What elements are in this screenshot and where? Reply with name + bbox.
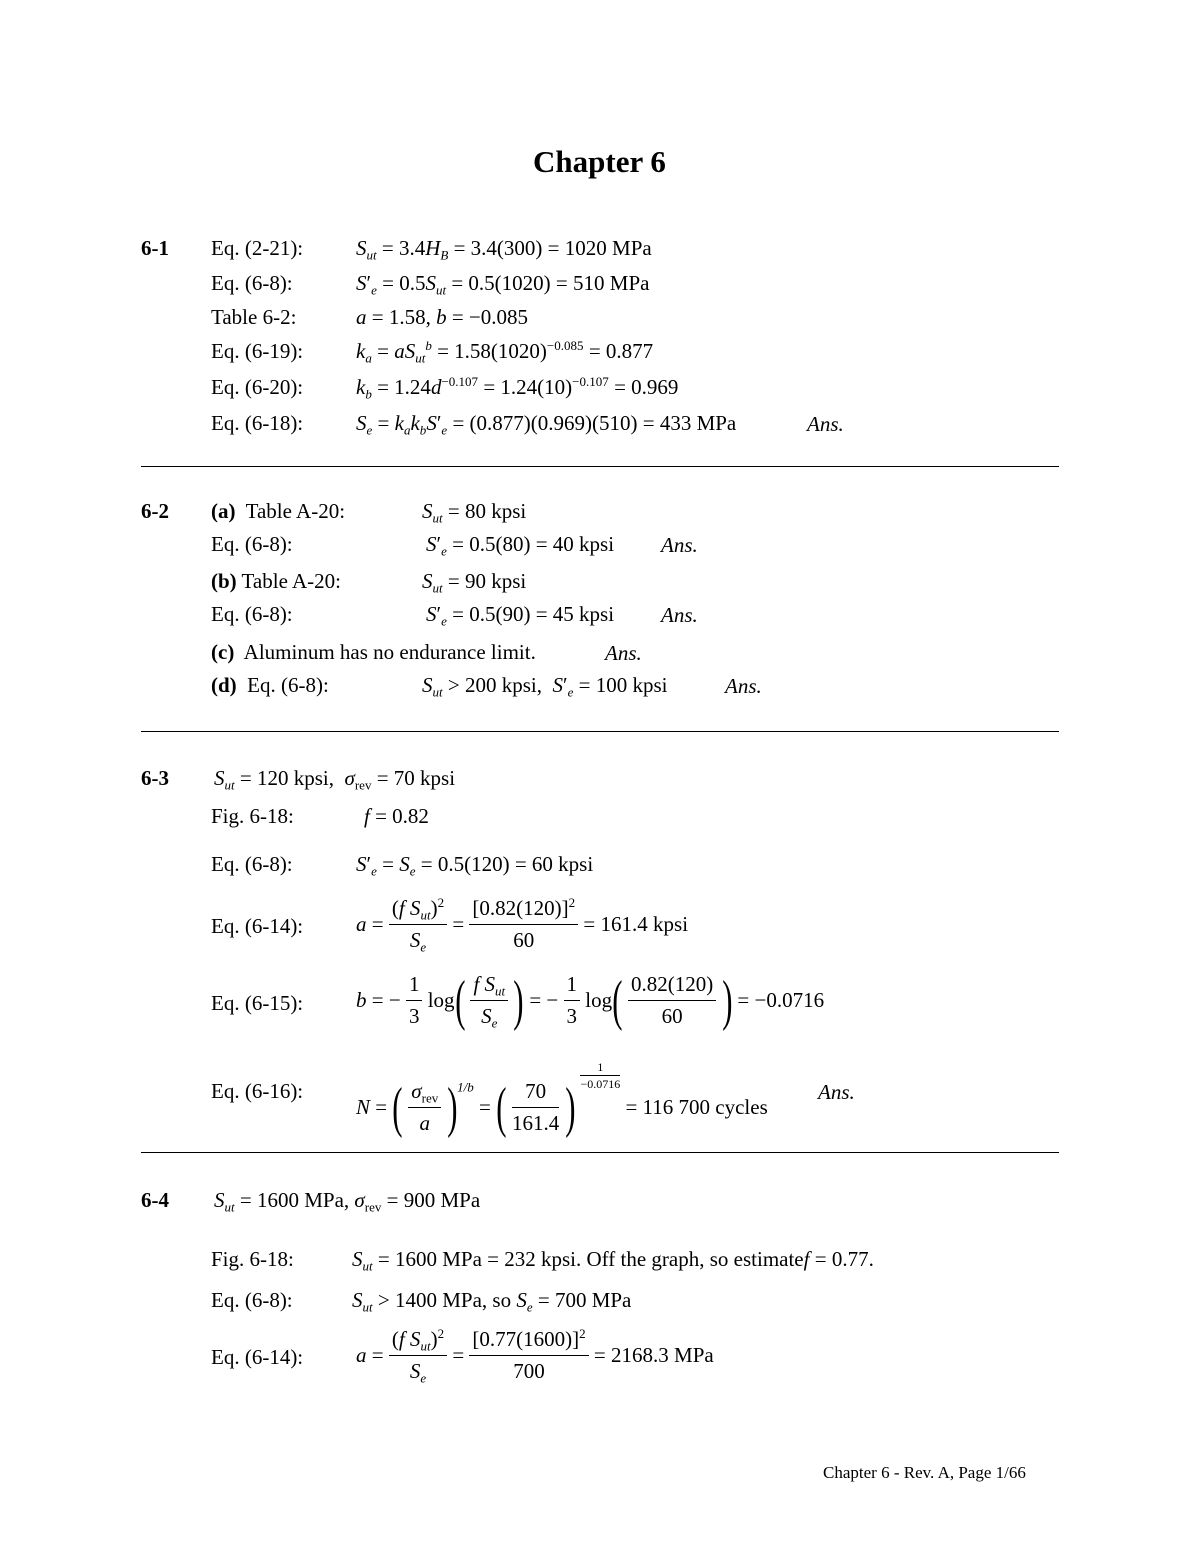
equation-ref: Eq. (6-18): <box>211 411 304 435</box>
equation-line: $k_a = aS_{ut}^b = 1.58(1020)^{-0.085} = 0.877$ <box>356 338 654 366</box>
part-b-line: (b) Table A-20: <box>211 569 341 593</box>
equation-line: $S'_e = 0.5(90) = 45$ kpsi <box>426 602 615 629</box>
equation-ref: Eq. (2-21): <box>211 236 304 260</box>
equation-fraction: a = $\frac{(f S_{ut})^2}{S_e}$ = $\frac{[0.82(120)]^2}{60}$ = 161.4 kpsi <box>356 895 689 955</box>
equation-ref: Eq. (6-20): <box>211 375 304 399</box>
problem-number: 6-1 <box>141 236 169 260</box>
answer-label: Ans. <box>605 641 642 665</box>
equation-line: $S'_e = 0.5S_{ut} = 0.5(1020) = 510$ MPa <box>356 271 650 298</box>
equation-line: f = 0.82 <box>364 804 429 828</box>
problem-number: 6-2 <box>141 499 169 523</box>
divider <box>141 731 1059 732</box>
equation-fraction: a = $\frac{(f S_{ut})^2}{S_e}$ = $\frac{[0.77(1600)]^2}{700}$ = 2168.3 MPa <box>356 1326 714 1386</box>
equation-line: $S'_e = S_e = 0.5(120) = 60$ kpsi <box>356 852 594 879</box>
page-title: Chapter 6 <box>533 144 666 179</box>
divider <box>141 1152 1059 1153</box>
equation-ref: Eq. (6-16): <box>211 1079 304 1103</box>
equation-ref: Eq. (6-19): <box>211 339 304 363</box>
equation-ref: Eq. (6-8): <box>211 852 293 876</box>
equation-line: $S'_e = 0.5(80) = 40$ kpsi <box>426 532 615 559</box>
equation-line: $S_{ut} = 90$ kpsi <box>422 569 527 596</box>
equation-ref: Fig. 6-18: <box>211 1247 294 1271</box>
equation-line: $S_{ut} = 3.4H_B = 3.4(300) = 1020$ MPa <box>356 236 652 263</box>
equation-line: $S_e = k_ak_bS'_e = (0.877)(0.969)(510) = 433$ MPa <box>356 411 737 438</box>
given-line: $S_{ut} = 1600$ MPa, $\sigma_{rev} = 900$ MPa <box>214 1188 481 1215</box>
equation-fraction: b = − $\frac{1}{3}$ log( $\frac{f S_{ut}}{S_e}$ ) = − $\frac{1}{3}$ log( $\frac{0.82(120)}{60}$ ) = −0.0716 <box>356 969 825 1032</box>
answer-label: Ans. <box>661 603 698 627</box>
answer-label: Ans. <box>807 412 844 436</box>
equation-ref: Eq. (6-8): <box>211 532 293 556</box>
equation-line: $S_{ut} = 1600$ MPa = 232 kpsi. Off the graph, so estimatef = 0.77. <box>352 1247 874 1274</box>
equation-ref: Eq. (6-14): <box>211 1345 304 1369</box>
equation-line: $S_{ut} > 200$ kpsi, $S'_e = 100$ kpsi <box>422 673 668 700</box>
equation-line: a = 1.58, b = −0.085 <box>356 305 529 329</box>
equation-ref: Eq. (6-8): <box>211 271 293 295</box>
part-a-line: (a) Table A-20: <box>211 499 346 523</box>
problem-number: 6-3 <box>141 766 169 790</box>
equation-ref: Eq. (6-8): <box>211 602 293 626</box>
equation-line: $k_b = 1.24d^{-0.107} = 1.24(10)^{-0.107} = 0.969$ <box>356 374 679 402</box>
page-footer: Chapter 6 - Rev. A, Page 1/66 <box>823 1463 1026 1482</box>
part-c-line: (c) Aluminum has no endurance limit. <box>211 640 536 664</box>
answer-label: Ans. <box>725 674 762 698</box>
divider <box>141 466 1059 467</box>
equation-ref: Eq. (6-14): <box>211 914 304 938</box>
equation-ref: Eq. (6-15): <box>211 991 304 1015</box>
problem-number: 6-4 <box>141 1188 169 1212</box>
equation-line: $S_{ut} > 1400$ MPa, so $S_e = 700$ MPa <box>352 1288 632 1315</box>
part-d-line: (d) Eq. (6-8): <box>211 673 329 697</box>
answer-label: Ans. <box>818 1080 855 1104</box>
equation-ref: Eq. (6-8): <box>211 1288 293 1312</box>
equation-fraction: N = ( $\frac{\sigma_{rev}}{a}$ )$^{1/b}$ = ( $\frac{70}{161.4}$ ) $\frac{1}{-0.0716}$ = 116 700 cycles <box>356 1060 768 1139</box>
equation-ref: Table 6-2: <box>211 305 297 329</box>
given-line: $S_{ut} = 120$ kpsi, $\sigma_{rev} = 70$ kpsi <box>214 766 456 793</box>
equation-line: $S_{ut} = 80$ kpsi <box>422 499 527 526</box>
answer-label: Ans. <box>661 533 698 557</box>
equation-ref: Fig. 6-18: <box>211 804 294 828</box>
